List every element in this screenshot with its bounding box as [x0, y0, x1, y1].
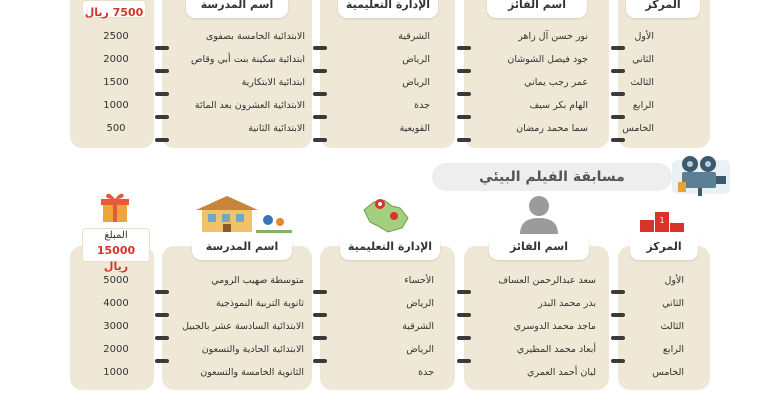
top-admin-3: الرياض — [402, 77, 430, 88]
top-header-school: اسم المدرسة — [186, 0, 288, 18]
saudi-map-icon — [360, 196, 412, 234]
connector-dash — [313, 46, 327, 50]
connector-dash — [313, 138, 327, 142]
connector-dash — [457, 138, 471, 142]
film-admin-3: الشرقية — [402, 321, 434, 332]
connector-dash — [457, 290, 471, 294]
film-prize-label: المبلغ — [104, 230, 128, 241]
top-school-1: الابتدائية الخامسة بصفوى — [205, 31, 305, 42]
connector-dash — [155, 46, 169, 50]
film-winner-4: أبعاد محمد المطيري — [516, 344, 596, 355]
top-school-2: ابتدائية سكينة بنت أبي وقاص — [190, 54, 305, 65]
top-winner-4: الهام بكر سيف — [529, 100, 588, 111]
top-header-winner: اسم الفائز — [487, 0, 587, 18]
film-school-3: الابتدائية السادسة عشر بالجبيل — [182, 321, 304, 332]
connector-dash — [313, 313, 327, 317]
connector-dash — [611, 313, 625, 317]
connector-dash — [155, 359, 169, 363]
film-amount-2: 4000 — [103, 298, 129, 309]
connector-dash — [457, 313, 471, 317]
connector-dash — [611, 336, 625, 340]
top-amount-4: 1000 — [103, 100, 129, 111]
film-admin-4: الرياض — [406, 344, 434, 355]
top-rank-1: الأول — [634, 31, 654, 42]
section-title-text: مسابقة الفيلم البيئي — [479, 169, 625, 185]
top-school-3: ابتدائية الابتكارية — [241, 77, 305, 88]
top-admin-5: القويعية — [399, 123, 430, 134]
top-winner-1: نور حسن آل زاهر — [518, 31, 588, 42]
connector-dash — [155, 313, 169, 317]
connector-dash — [457, 336, 471, 340]
user-avatar-icon — [518, 194, 560, 234]
connector-dash — [155, 336, 169, 340]
film-header-admin: الإدارة التعليمية — [340, 234, 440, 260]
connector-dash — [313, 336, 327, 340]
film-admin-2: الرياض — [406, 298, 434, 309]
connector-dash — [457, 46, 471, 50]
top-amount-5: 500 — [106, 123, 126, 134]
top-rank-3: الثالث — [630, 77, 654, 88]
connector-dash — [611, 115, 625, 119]
film-school-1: متوسطة صهيب الرومي — [211, 275, 304, 286]
connector-dash — [457, 92, 471, 96]
film-amount-1: 5000 — [103, 275, 129, 286]
connector-dash — [611, 69, 625, 73]
top-admin-2: الرياض — [402, 54, 430, 65]
top-amount-2: 2000 — [103, 54, 129, 65]
film-winner-5: ليان أحمد العمري — [527, 367, 596, 378]
connector-dash — [313, 69, 327, 73]
top-rank-2: الثاني — [632, 54, 654, 65]
top-winner-5: سما محمد رمضان — [516, 123, 588, 134]
film-rank-3: الثالث — [660, 321, 684, 332]
film-winner-1: سعد عبدالرحمن العساف — [498, 275, 596, 286]
podium-icon — [640, 210, 684, 232]
connector-dash — [313, 92, 327, 96]
film-rank-4: الرابع — [662, 344, 684, 355]
top-winner-2: جود فيصل الشوشان — [507, 54, 588, 65]
top-prize-amount: 7500 ريال — [84, 6, 144, 19]
connector-dash — [313, 115, 327, 119]
film-header-rank: المركز — [630, 234, 698, 260]
top-admin-column — [320, 0, 455, 148]
film-rank-5: الخامس — [652, 367, 684, 378]
film-winner-3: ماجد محمد الدوسري — [513, 321, 596, 332]
film-rank-1: الأول — [664, 275, 684, 286]
film-school-4: الابتدائية الحادية والتسعون — [201, 344, 304, 355]
connector-dash — [313, 290, 327, 294]
film-amount-4: 2000 — [103, 344, 129, 355]
top-rank-4: الرابع — [632, 100, 654, 111]
film-amount-3: 3000 — [103, 321, 129, 332]
top-admin-4: جدة — [414, 100, 430, 111]
top-prize-tag — [82, 0, 146, 18]
connector-dash — [611, 290, 625, 294]
connector-dash — [155, 115, 169, 119]
connector-dash — [611, 138, 625, 142]
film-admin-5: جدة — [418, 367, 434, 378]
film-school-2: ثانوية التربية النموذجية — [216, 298, 304, 309]
connector-dash — [155, 92, 169, 96]
film-admin-column — [320, 246, 455, 390]
film-prize-amount: 15000 ريال — [96, 244, 136, 273]
connector-dash — [155, 69, 169, 73]
top-amount-3: 1500 — [103, 77, 129, 88]
film-header-school: اسم المدرسة — [192, 234, 292, 260]
film-prize-tag — [82, 228, 150, 273]
top-amount-1: 2500 — [103, 31, 129, 42]
film-header-winner: اسم الفائز — [489, 234, 589, 260]
connector-dash — [313, 359, 327, 363]
connector-dash — [155, 138, 169, 142]
top-header-admin: الإدارة التعليمية — [338, 0, 438, 18]
connector-dash — [457, 115, 471, 119]
top-header-rank: المركز — [626, 0, 700, 18]
connector-dash — [611, 359, 625, 363]
top-school-5: الابتدائية الثانية — [248, 123, 305, 134]
connector-dash — [457, 359, 471, 363]
film-camera-icon — [672, 152, 730, 198]
school-building-icon — [196, 194, 292, 236]
film-amount-5: 1000 — [103, 367, 129, 378]
gift-box-icon — [100, 190, 130, 224]
film-school-5: الثانوية الخامسة والتسعون — [200, 367, 304, 378]
film-rank-2: الثاني — [662, 298, 684, 309]
svg-text:1: 1 — [659, 216, 665, 225]
top-school-4: الابتدائية العشرون بعد المائة — [194, 100, 305, 111]
film-winner-2: بدر محمد البدر — [538, 298, 596, 309]
connector-dash — [611, 92, 625, 96]
top-winner-3: عمر رجب يماني — [524, 77, 588, 88]
connector-dash — [457, 69, 471, 73]
connector-dash — [155, 290, 169, 294]
top-rank-5: الخامس — [622, 123, 654, 134]
section-title-environmental-film — [432, 163, 672, 191]
connector-dash — [611, 46, 625, 50]
film-admin-1: الأحساء — [404, 275, 434, 286]
top-admin-1: الشرقية — [398, 31, 430, 42]
